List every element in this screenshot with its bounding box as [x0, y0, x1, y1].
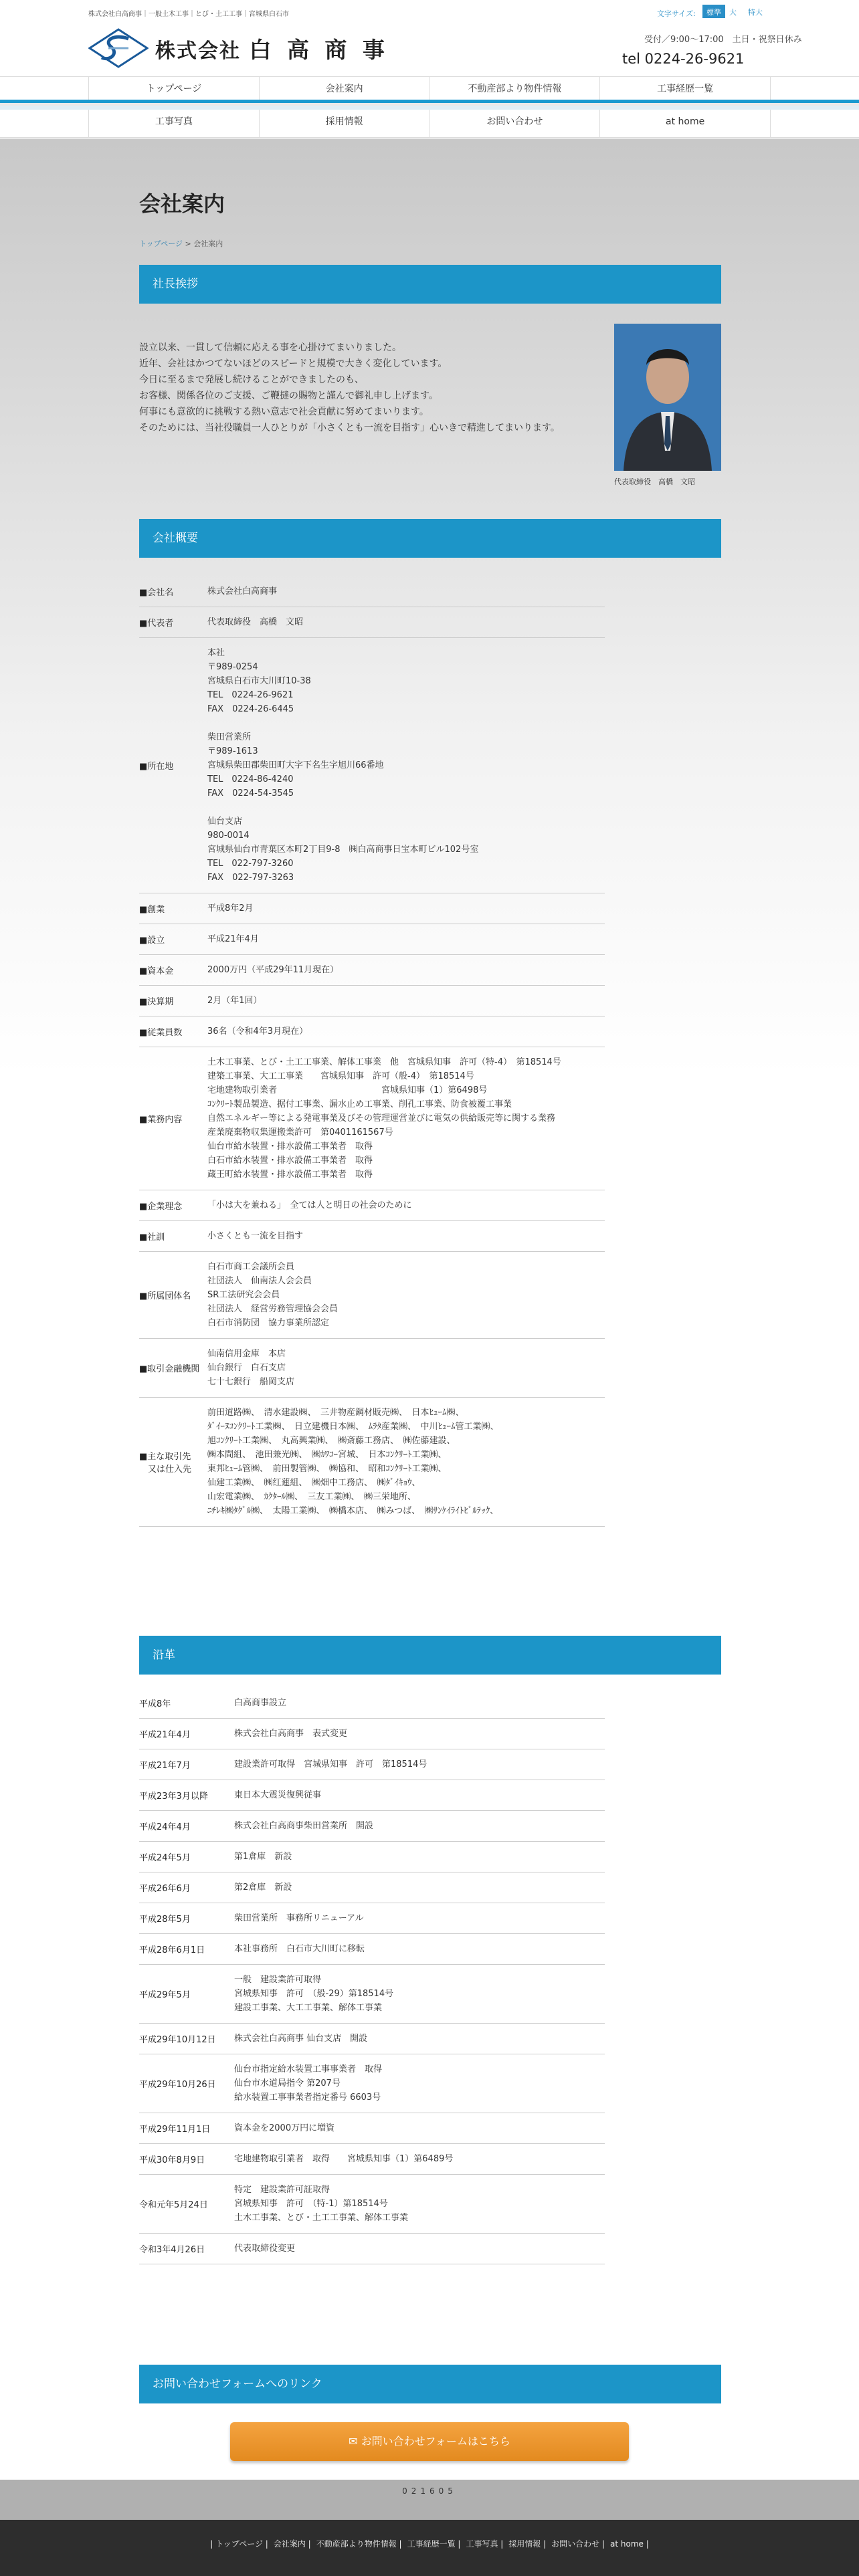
history-row [139, 1749, 605, 1780]
overview-row-line: 〒989-1613 [207, 746, 258, 756]
secondary-nav [0, 110, 859, 138]
contact-form-button[interactable] [230, 2422, 629, 2461]
history-row-label: 平成30年8月9日 [139, 2155, 205, 2165]
overview-row [139, 1047, 605, 1190]
history-row-line: 東日本大震災復興従事 [234, 1790, 322, 1800]
overview-row-line: ㈱本間組、 池田兼光㈱、 ㈱ｶﾜｺｰ宮城、 日本ｺﾝｸﾘｰﾄ工業㈱、 [207, 1450, 447, 1460]
overview-row-line: 白石市給水装置・排水設備工事業者 取得 [207, 1156, 373, 1166]
history-row [139, 1842, 605, 1872]
history-row [139, 2113, 605, 2144]
footer-nav-item[interactable]: 不動産部より物件情報 | [316, 2539, 402, 2549]
overview-row-label: ■決算期 [139, 997, 174, 1007]
history-row [139, 1872, 605, 1903]
history-row-value [234, 1719, 605, 1749]
overview-row-line: 株式会社白高商事 [207, 586, 278, 597]
history-row-line: 宮城県知事 許可 （特-1）第18514号 [234, 2199, 388, 2209]
overview-row-line: 宮城県白石市大川町10-38 [207, 676, 311, 686]
overview-row-line: 土木工事業、とび・土工工事業、解体工事業 他 宮城県知事 許可（特-4） 第18514号 [207, 1057, 561, 1067]
overview-row-line [207, 800, 605, 815]
history-row-value [234, 1780, 605, 1810]
history-row [139, 2234, 605, 2264]
overview-row-label: ■会社名 [139, 588, 174, 598]
overview-row-line: TEL 0224-26-9621 [207, 690, 294, 700]
history-row-value [234, 2024, 605, 2054]
overview-row [139, 1252, 605, 1339]
counter-strip [0, 2480, 859, 2520]
overview-row-line: FAX 022-797-3263 [207, 873, 294, 883]
history-row-label: 平成21年7月 [139, 1761, 191, 1771]
primary-nav [0, 76, 859, 103]
history-row-label: 平成26年6月 [139, 1884, 191, 1894]
history-row-value [234, 1903, 605, 1933]
overview-row-label: ■創業 [139, 905, 165, 915]
history-row [139, 2024, 605, 2054]
overview-row-label: ■社訓 [139, 1232, 165, 1243]
breadcrumb-home[interactable]: トップページ [139, 239, 183, 248]
overview-row-line: 仙建工業㈱、 ㈱红蓮組、 ㈱畑中工務店、 ㈱ﾀﾞｲｷｮｳ、 [207, 1478, 421, 1488]
footer-nav [0, 2538, 859, 2549]
history-row [139, 1688, 605, 1719]
overview-row-line: 〒989-0254 [207, 662, 258, 672]
overview-row-line: 宅地建物取引業者 宮城県知事（1）第6498号 [207, 1085, 488, 1095]
overview-row-line: 2000万円（平成29年11月現在） [207, 965, 339, 975]
overview-row-value [207, 607, 605, 637]
overview-row-line: 建築工事業、大工工事業 宮城県知事 許可（般-4） 第18514号 [207, 1071, 474, 1081]
overview-row-line: 七十七銀行 船岡支店 [207, 1377, 295, 1387]
history-row-value [234, 2113, 605, 2143]
overview-row [139, 1221, 605, 1252]
history-row-line: 本社事務所 白石市大川町に移転 [234, 1944, 365, 1954]
history-row-label: 平成8年 [139, 1699, 171, 1709]
history-row-value [234, 1749, 605, 1780]
nav-item-company[interactable]: 会社案内 [260, 77, 430, 100]
overview-row-value [207, 1221, 605, 1251]
overview-row-line: 産業廃棄物収集運搬業許可 第0401161567号 [207, 1128, 393, 1138]
overview-row-line: 仙台銀行 白石支店 [207, 1363, 286, 1373]
overview-row-value [207, 576, 605, 607]
overview-row-line: 仙台支店 [207, 817, 243, 827]
history-table [139, 1688, 605, 2264]
history-row-label: 平成28年5月 [139, 1915, 191, 1925]
greeting-text [139, 340, 567, 436]
overview-row [139, 986, 605, 1016]
overview-row-line: 東邦ﾋｭｰﾑ管㈱、 前田製管㈱、 ㈱協和、 昭和ｺﾝｸﾘｰﾄ工業㈱、 [207, 1464, 447, 1474]
photo-caption: 代表取締役 高橋 文昭 [614, 477, 695, 486]
overview-row [139, 893, 605, 924]
history-row-line: 柴田営業所 事務所リニューアル [234, 1913, 364, 1923]
history-row-label: 平成24年4月 [139, 1822, 191, 1832]
overview-row-line [207, 716, 605, 730]
overview-row-value [207, 986, 605, 1016]
history-heading: 沿革 [139, 1636, 721, 1675]
overview-row-label: ■所属団体名 [139, 1291, 191, 1301]
nav-item-recruit[interactable]: 採用情報 [260, 110, 430, 137]
history-row-line: 資本金を2000万円に増資 [234, 2123, 335, 2133]
breadcrumb-separator: > [183, 239, 194, 248]
history-row-label: 平成29年5月 [139, 1990, 191, 2000]
overview-row-label: ■所在地 [139, 762, 174, 772]
history-row-value [234, 1688, 605, 1718]
nav-item-realestate[interactable]: 不動産部より物件情報 [430, 77, 601, 100]
overview-row-line: 「小は大を兼ねる」 全ては人と明日の社会のために [207, 1200, 412, 1210]
overview-row-line: ﾆﾁﾚｷ㈱ﾀｸﾞﾙ㈱、 太陽工業㈱、 ㈱橋本店、 ㈱みつば、 ㈱ｻﾝｹｲﾗｲﾄﾋﾞﾙﾃｯｸ、 [207, 1506, 499, 1516]
history-row-line: 株式会社白高商事 表式変更 [234, 1729, 348, 1739]
company-name-main: 白 高 商 事 [249, 36, 389, 63]
history-row-line: 宮城県知事 許可 （般-29）第18514号 [234, 1989, 394, 1999]
overview-row-value [207, 924, 605, 954]
company-prefix: 株式会社 [155, 39, 241, 63]
overview-row-line: 社団法人 仙南法人会会員 [207, 1276, 312, 1286]
overview-row-line: FAX 0224-54-3545 [207, 788, 294, 798]
history-row-label: 平成29年11月1日 [139, 2125, 211, 2135]
history-row-value [234, 2175, 605, 2233]
overview-row-value [207, 1398, 605, 1526]
nav-item-contact[interactable]: お問い合わせ [430, 110, 601, 137]
history-row-line: 仙台市水道局指令 第207号 [234, 2078, 341, 2088]
history-row-label: 平成29年10月12日 [139, 2035, 216, 2045]
overview-row-line: 平成21年4月 [207, 934, 259, 944]
overview-row [139, 576, 605, 607]
history-row-line: 一般 建設業許可取得 [234, 1975, 322, 1985]
overview-row-line: TEL 0224-86-4240 [207, 774, 294, 784]
site-logo[interactable] [88, 28, 389, 68]
footer-nav-item[interactable]: at home | [610, 2539, 649, 2549]
overview-row-label: ■取引金融機関 [139, 1364, 200, 1374]
nav-item-athome[interactable]: at home [600, 110, 771, 137]
footer-nav-item[interactable]: | トップページ | [210, 2539, 268, 2549]
history-row-value [234, 1842, 605, 1872]
history-row [139, 2175, 605, 2234]
footer-nav-item[interactable]: 採用情報 | [508, 2539, 547, 2549]
history-row-value [234, 2234, 605, 2264]
history-row-label: 平成28年6月1日 [139, 1945, 205, 1955]
overview-row-line: 小さくとも一流を目指す [207, 1231, 304, 1241]
font-size-xlarge-button[interactable]: 特大 [748, 8, 763, 17]
font-size-standard-button[interactable]: 標準 [702, 5, 725, 18]
nav-item-photos[interactable]: 工事写真 [88, 110, 260, 137]
history-row-label: 平成23年3月以降 [139, 1792, 208, 1802]
overview-row-label: ■企業理念 [139, 1202, 183, 1212]
overview-table [139, 576, 605, 1527]
overview-row-label: ■資本金 [139, 966, 174, 976]
greeting-line: 設立以来、一貫して信頼に応える事を心掛けてまいりました。 [139, 342, 401, 353]
history-row-line: 建設業許可取得 宮城県知事 許可 第18514号 [234, 1759, 427, 1769]
overview-row-line: 代表取締役 高橋 文昭 [207, 617, 304, 627]
history-row-value [234, 2144, 605, 2174]
overview-row-line: SR工法研究会会員 [207, 1290, 280, 1300]
overview-row-line: 宮城県仙台市青葉区本町2丁目9-8 ㈱白高商事日宝本町ビル102号室 [207, 845, 479, 855]
overview-row [139, 607, 605, 638]
history-row-line: 土木工事業、とび・土工工事業、解体工事業 [234, 2213, 409, 2223]
overview-row-value [207, 893, 605, 924]
history-row [139, 2144, 605, 2175]
history-row-line: 宅地建物取引業者 取得 宮城県知事（1）第6489号 [234, 2154, 454, 2164]
overview-row-line: 980-0014 [207, 831, 250, 841]
history-row-value [234, 1872, 605, 1903]
overview-row-line: 仙台市給水装置・排水設備工事業者 取得 [207, 1142, 373, 1152]
breadcrumb-current: 会社案内 [193, 239, 223, 248]
overview-row-value [207, 955, 605, 985]
history-row-line: 株式会社白高商事柴田営業所 開設 [234, 1821, 374, 1831]
font-size-label: 文字サイズ: [657, 9, 696, 18]
page-title: 会社案内 [139, 191, 225, 217]
history-row-line: 代表取締役変更 [234, 2244, 296, 2254]
overview-row-line: 本社 [207, 648, 225, 658]
overview-row-line: 自然エネルギー等による発電事業及びその管理運営並びに電気の供給販売等に関する業務 [207, 1113, 556, 1123]
portrait-icon [614, 324, 721, 471]
overview-row-line: 前田道路㈱、 清水建設㈱、 三井物産鋼材販売㈱、 日本ﾋｭｰﾑ㈱、 [207, 1408, 464, 1418]
history-row-line: 特定 建設業許可証取得 [234, 2185, 330, 2195]
footer-nav-item[interactable]: 工事経歴一覧 | [407, 2539, 461, 2549]
history-row-label: 令和元年5月24日 [139, 2200, 208, 2210]
president-photo [614, 324, 721, 471]
breadcrumb [139, 238, 223, 249]
footer-nav-item[interactable]: 会社案内 | [273, 2539, 311, 2549]
overview-row-line: ﾀﾞｲｰﾇｺﾝｸﾘｰﾄ工業㈱、 日立建機日本㈱、 ﾑﾗﾀ産業㈱、 中川ﾋｭｰﾑ管工業㈱、 [207, 1422, 499, 1432]
business-hours: 受付／9:00〜17:00 土日・祝祭日休み [644, 35, 802, 45]
history-row-value [234, 1965, 605, 2023]
history-row [139, 1780, 605, 1811]
history-row-label: 平成24年5月 [139, 1853, 191, 1863]
history-row [139, 1811, 605, 1842]
overview-row [139, 1339, 605, 1398]
overview-row-line: 仙南信用金庫 本店 [207, 1349, 286, 1359]
overview-row-line: 社団法人 経営労務管理協会会員 [207, 1304, 339, 1314]
overview-row-line: 2月（年1回） [207, 996, 262, 1006]
mail-icon: ✉ [349, 2435, 361, 2448]
font-size-large-button[interactable]: 大 [729, 8, 737, 17]
history-row [139, 2054, 605, 2113]
overview-row-value [207, 1190, 605, 1220]
history-row-value [234, 1811, 605, 1841]
history-row [139, 1965, 605, 2024]
overview-row-line: 白石市消防団 協力事業所認定 [207, 1318, 330, 1328]
overview-row-line: 白石市商工会議所会員 [207, 1262, 295, 1272]
phone-number[interactable]: tel 0224-26-9621 [622, 51, 745, 67]
greeting-line: お客様、関係各位のご支援、ご鞭撻の賜物と謹んで御礼申し上げます。 [139, 391, 438, 401]
overview-row-line: 蔵王町給水装置・排水設備工事業者 取得 [207, 1170, 373, 1180]
nav-item-top[interactable]: トップページ [88, 77, 260, 100]
overview-row-label: ■業務内容 [139, 1115, 183, 1125]
overview-row-value [207, 1047, 605, 1190]
overview-row-line: 柴田営業所 [207, 732, 252, 742]
overview-row [139, 638, 605, 893]
history-row [139, 1719, 605, 1749]
overview-row [139, 1190, 605, 1221]
greeting-line: そのためには、当社役職員一人ひとりが「小さくとも一流を目指す」心いきで精進してまいります。 [139, 423, 560, 433]
history-row-line: 白高商事設立 [234, 1698, 287, 1708]
overview-row-line: 旭ｺﾝｸﾘｰﾄ工業㈱、 丸高興業㈱、 ㈱斎藤工務店、 ㈱佐藤建設、 [207, 1436, 456, 1446]
greeting-heading: 社長挨拶 [139, 265, 721, 304]
overview-row-line: FAX 0224-26-6445 [207, 704, 294, 714]
overview-row-line: 宮城県柴田郡柴田町大字下名生字旭川66番地 [207, 760, 384, 770]
logo-mark-icon [88, 28, 149, 68]
overview-row-value [207, 1339, 605, 1397]
overview-row-label: ■代表者 [139, 619, 174, 629]
overview-row-line: 平成8年2月 [207, 903, 254, 914]
history-row-value [234, 2054, 605, 2113]
contact-form-button-label: お問い合わせフォームはこちら [361, 2435, 510, 2448]
history-row-line: 株式会社白高商事 仙台支店 開設 [234, 2034, 368, 2044]
overview-row-line: ｺﾝｸﾘｰﾄ製品製造、据付工事業、漏水止め工事業、削孔工事業、防食被覆工事業 [207, 1099, 512, 1109]
overview-row [139, 924, 605, 955]
history-row-label: 平成29年10月26日 [139, 2080, 216, 2090]
overview-row [139, 955, 605, 986]
overview-row-label: ■従業員数 [139, 1028, 183, 1038]
history-row-line: 第2倉庫 新設 [234, 1883, 292, 1893]
company-name [155, 33, 389, 64]
greeting-line: 何事にも意欲的に挑戦する熱い意志で社会貢献に努めてまいります。 [139, 407, 429, 417]
overview-row-line: TEL 022-797-3260 [207, 859, 294, 869]
history-row-line: 第1倉庫 新設 [234, 1852, 292, 1862]
greeting-line: 近年、会社はかつてないほどのスピードと規模で大きく変化しています。 [139, 358, 448, 369]
history-row-label: 平成21年4月 [139, 1730, 191, 1740]
overview-row-value [207, 1016, 605, 1047]
overview-row-label: ■主な取引先 又は仕入先 [139, 1452, 192, 1475]
greeting-line: 今日に至るまで発展し続けることができましたのも、 [139, 374, 364, 385]
history-row-line: 建設工事業、大工工事業、解体工事業 [234, 2003, 383, 2013]
overview-row-line: 山宏電業㈱、 ｶｸﾀｰﾙ㈱、 三友工業㈱、 ㈱三栄地所、 [207, 1492, 417, 1502]
footer-nav-item[interactable]: 工事写真 | [466, 2539, 504, 2549]
overview-heading: 会社概要 [139, 519, 721, 558]
tagline: 株式会社白高商事｜一般土木工事｜とび・土工工事｜宮城県白石市 [88, 11, 289, 18]
footer-nav-item[interactable]: お問い合わせ | [551, 2539, 605, 2549]
nav-item-works[interactable]: 工事経歴一覧 [600, 77, 771, 100]
access-counter: 021605 [402, 2486, 457, 2496]
contact-heading: お問い合わせフォームへのリンク [139, 2365, 721, 2403]
history-row-label: 令和3年4月26日 [139, 2245, 205, 2255]
history-row-line: 給水装置工事事業者指定番号 6603号 [234, 2092, 381, 2103]
overview-row [139, 1398, 605, 1527]
overview-row-value [207, 1252, 605, 1338]
history-row [139, 1903, 605, 1934]
history-row-line: 仙台市指定給水装置工事事業者 取得 [234, 2064, 383, 2074]
overview-row-line: 36名（令和4年3月現在） [207, 1027, 308, 1037]
history-row [139, 1934, 605, 1965]
history-row-value [234, 1934, 605, 1964]
overview-row-label: ■設立 [139, 936, 165, 946]
overview-row-value [207, 638, 605, 893]
overview-row [139, 1016, 605, 1047]
